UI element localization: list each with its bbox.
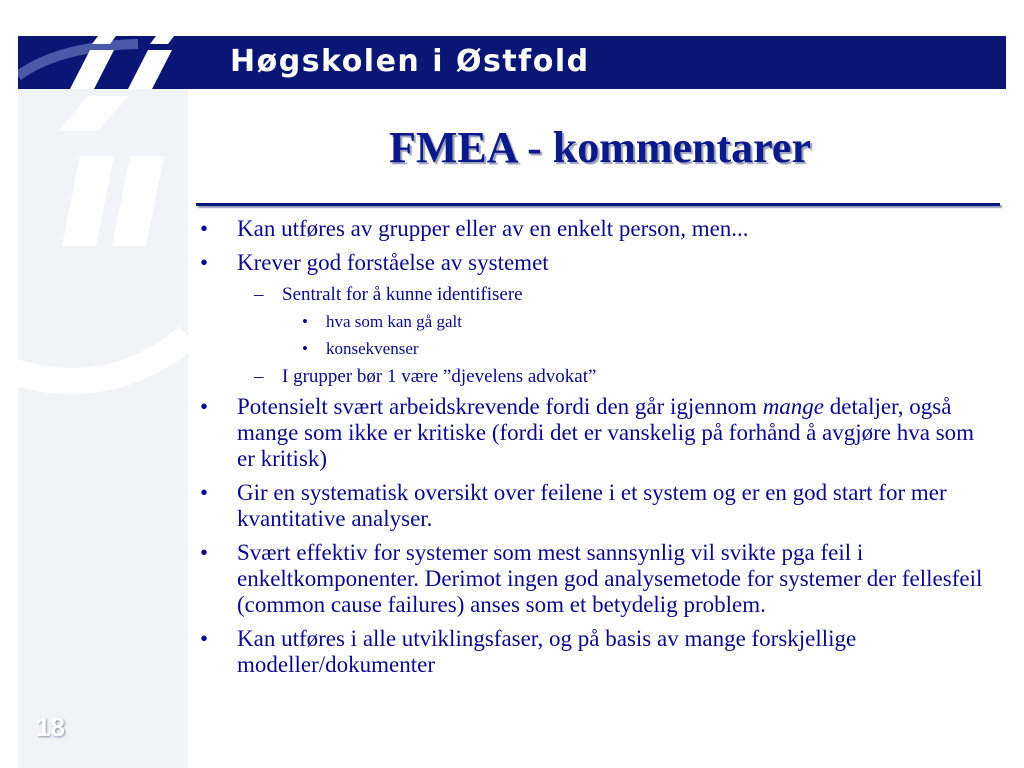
bullet-text-part: Potensielt svært arbeidskrevende fordi den går igjennom xyxy=(237,394,763,419)
bullet-dot-icon: • xyxy=(200,394,209,419)
bullet-list xyxy=(196,216,996,686)
slide-number: 18 xyxy=(36,712,65,742)
bullet-item xyxy=(196,540,996,618)
bullet-dot-icon: • xyxy=(302,339,308,358)
sub-sub-bullet-item xyxy=(196,312,996,332)
dash-icon: – xyxy=(254,284,264,305)
sub-bullet-item xyxy=(196,366,996,388)
bullet-dot-icon: • xyxy=(200,480,209,505)
title-underline xyxy=(196,203,1000,206)
bullet-item xyxy=(196,394,996,472)
bullet-text-part: detaljer, også mange som ikke er kritiske (fordi det er vanskelig på forhånd å avgjøre hva som er kritisk) xyxy=(237,394,975,471)
institution-name: Høgskolen i Østfold xyxy=(230,44,590,79)
bullet-text: Kan utføres i alle utviklingsfaser, og på basis av mange forskjellige modeller/dokumenter xyxy=(237,626,857,677)
sub-bullet-text: Sentralt for å kunne identifisere xyxy=(282,284,523,305)
hiof-logo-graphic xyxy=(18,36,208,436)
bullet-item xyxy=(196,626,996,678)
bullet-text: Gir en systematisk oversikt over feilene i et system og er en god start for mer kvantitative analyser. xyxy=(237,480,947,531)
bullet-text: Svært effektiv for systemer som mest sannsynlig vil svikte pga feil i enkeltkomponenter. Derimot ingen god analysemetode for systemer der fellesfeil (common cause failures) anses som et betydelig problem. xyxy=(237,540,983,617)
sub-sub-bullet-text: hva som kan gå galt xyxy=(326,312,462,331)
sub-bullet-text: I grupper bør 1 være ”djevelens advokat” xyxy=(282,366,597,387)
bullet-text: Krever god forståelse av systemet xyxy=(237,250,549,275)
bullet-dot-icon: • xyxy=(200,540,209,565)
sub-bullet-item xyxy=(196,284,996,306)
bullet-item xyxy=(196,250,996,276)
header-logo-mark xyxy=(18,36,208,89)
sub-sub-bullet-text: konsekvenser xyxy=(326,339,419,358)
bullet-dot-icon: • xyxy=(302,312,308,331)
dash-icon: – xyxy=(254,366,264,387)
bullet-dot-icon: • xyxy=(200,216,209,241)
bullet-item xyxy=(196,480,996,532)
bullet-dot-icon: • xyxy=(200,626,209,651)
bullet-item xyxy=(196,216,996,242)
bullet-emphasis: mange xyxy=(762,394,825,419)
slide-title: FMEA - kommentarer xyxy=(389,123,811,172)
bullet-text: Kan utføres av grupper eller av en enkelt person, men... xyxy=(237,216,749,241)
bullet-dot-icon: • xyxy=(200,250,209,275)
sub-sub-bullet-item xyxy=(196,339,996,359)
